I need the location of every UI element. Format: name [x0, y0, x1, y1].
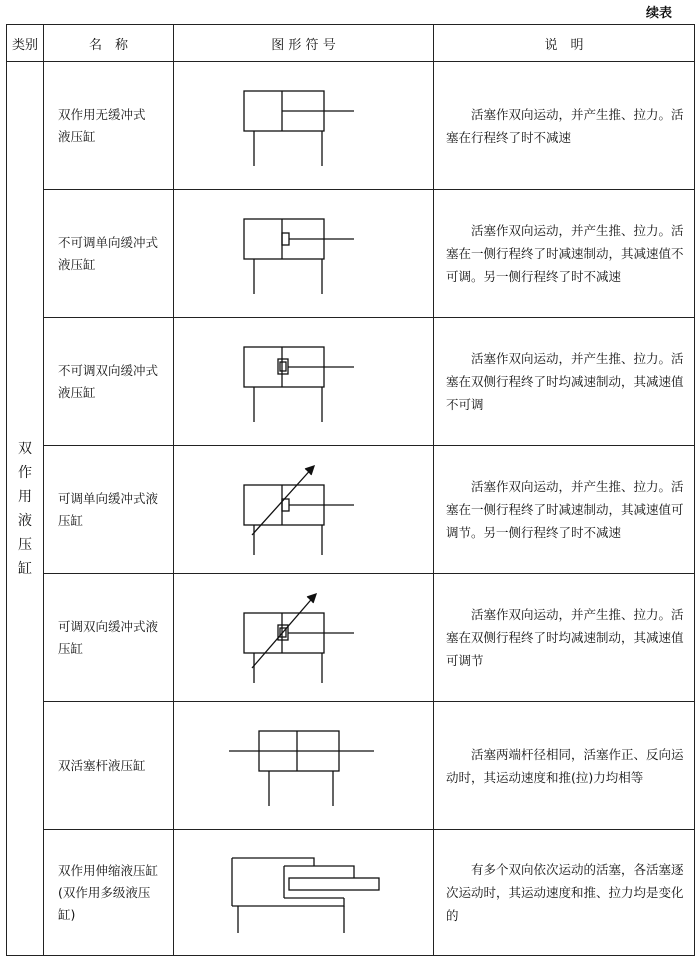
row-description: 活塞作双向运动，并产生推、拉力。活塞在双侧行程终了时均减速制动，其减速值不可调 — [434, 318, 695, 446]
row-name: 可调双向缓冲式液 压缸 — [44, 574, 174, 702]
table-row — [7, 574, 695, 702]
adjustable-double-cushion-symbol — [174, 574, 434, 702]
table-row — [7, 446, 695, 574]
category-cell: 双 作 用 液 压 缸 — [7, 62, 44, 956]
header-category: 类别 — [7, 25, 44, 62]
header-name: 名 称 — [44, 25, 174, 62]
table-row — [7, 62, 695, 190]
symbol-table — [6, 24, 695, 956]
table-row — [7, 830, 695, 956]
row-name: 双作用无缓冲式 液压缸 — [44, 62, 174, 190]
row-description: 活塞作双向运动，并产生推、拉力。活塞在行程终了时不减速 — [434, 62, 695, 190]
double-acting-no-cushion-symbol — [174, 62, 434, 190]
telescopic-cylinder-symbol — [174, 830, 434, 956]
row-name: 不可调单向缓冲式 液压缸 — [44, 190, 174, 318]
header-symbol: 图 形 符 号 — [174, 25, 434, 62]
row-name: 不可调双向缓冲式 液压缸 — [44, 318, 174, 446]
fixed-single-cushion-symbol — [174, 190, 434, 318]
row-description: 活塞两端杆径相同，活塞作正、反向运动时，其运动速度和推(拉)力均相等 — [434, 702, 695, 830]
adjustable-single-cushion-symbol — [174, 446, 434, 574]
continued-label: 续表 — [645, 6, 672, 21]
row-name: 双活塞杆液压缸 — [44, 702, 174, 830]
double-rod-symbol — [174, 702, 434, 830]
row-name: 可调单向缓冲式液 压缸 — [44, 446, 174, 574]
row-description: 有多个双向依次运动的活塞，各活塞逐次运动时，其运动速度和推、拉力均是变化的 — [434, 830, 695, 956]
table-row — [7, 190, 695, 318]
row-description: 活塞作双向运动，并产生推、拉力。活塞在一侧行程终了时减速制动，其减速值不可调。另一侧行程终了时不减速 — [434, 190, 695, 318]
fixed-double-cushion-symbol — [174, 318, 434, 446]
header-row — [7, 25, 695, 62]
row-name: 双作用伸缩液压缸 (双作用多级液压 缸) — [44, 830, 174, 956]
table-row — [7, 318, 695, 446]
table-row — [7, 702, 695, 830]
header-description: 说 明 — [434, 25, 695, 62]
row-description: 活塞作双向运动，并产生推、拉力。活塞在双侧行程终了时均减速制动，其减速值可调节 — [434, 574, 695, 702]
row-description: 活塞作双向运动，并产生推、拉力。活塞在一侧行程终了时减速制动，其减速值可调节。另一侧行程终了时不减速 — [434, 446, 695, 574]
